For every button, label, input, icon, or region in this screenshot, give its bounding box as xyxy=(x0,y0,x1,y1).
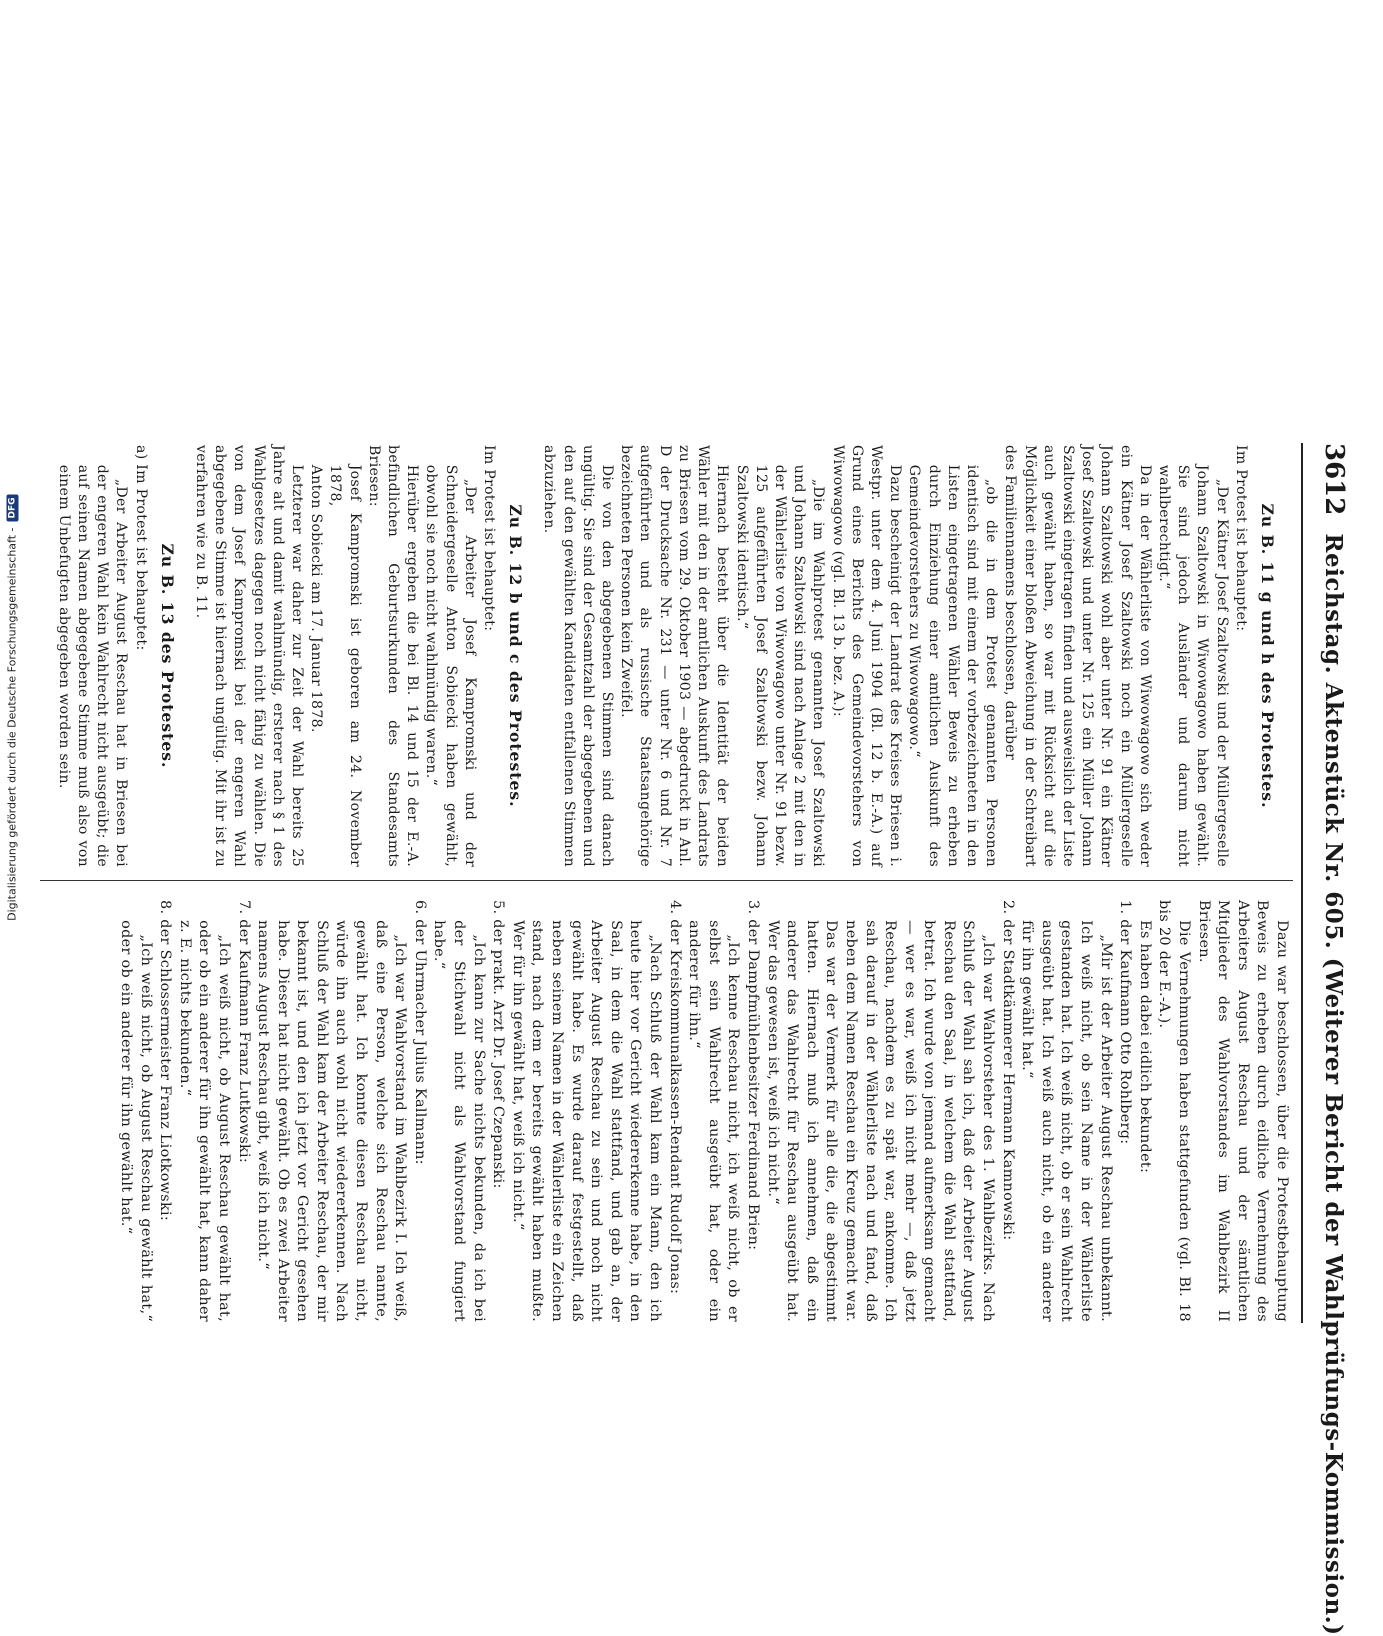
footer-text: Digitalisierung gefördert durch die Deutsche Forschungsgemeinschaft - xyxy=(5,527,19,921)
quoted-statement: „Der Kätner Josef Szaltowski und der Müllergeselle Johann Szaltowski in Wiwowagowo haben gewählt. Sie sind jedoch Ausländer und darum nicht wahlberechtigt.“ xyxy=(1155,464,1230,867)
record-line: Josef Kampromski ist geboren am 24. November 1878, xyxy=(327,464,363,867)
witness-item: 2. der Stadtkämmerer Hermann Kamnowski: xyxy=(999,900,1016,1241)
quoted-statement: „Ich war Wahlvorsteher des 1. Wahlbezirks. Nach Schluß der Wahl sah ich, daß der Arbeiter August Reschau den Saal, in welchem die Wahl stattfand, betrat. Ich wurde von jemand aufmerksam gemacht — wer es war, weiß ich nicht mehr —, daß jetzt Reschau, nachdem es zu spät war, ankomme. Ich sah darauf in der Wählerliste nach und fand, daß neben dem Namen Reschau ein Kreuz gemacht war. Das war der Vermerk für alle die, die abgestimmt hatten. Hiernach muß ich annehmen, daß ein anderer das Wahlrecht für Reschau ausgeübt hat. Wer das gewesen ist, weiß ich nicht.“ xyxy=(764,920,997,1322)
paragraph: Im Protest ist behauptet: xyxy=(1232,445,1249,632)
quoted-statement: „Nach Schluß der Wahl kam ein Mann, den ich heute hier vor Gericht wiedererkenne habe, in den Saal, in dem die Wahl stattfand, und gab an, der Arbeiter August Reschau zu sein und noch nicht gewählt habe. Es wurde darauf festgestellt, daß neben seinem Namen in der Wählerliste ein Zeichen stand, nach dem er bereits gewählt haben mußte. Wer für ihn gewählt hat, weiß ich nicht.“ xyxy=(509,920,663,1322)
witness-item: 5. der prakt. Arzt Dr. Josef Czepanski: xyxy=(490,900,507,1189)
witness-item: 4. der Kreiskommunalkassen-Rendant Rudolf Jonas: xyxy=(666,900,683,1295)
quoted-statement: „Ich kann zur Sache nichts bekunden, da ich bei der Stichwahl nicht als Wahlvorstand fungiert habe.“ xyxy=(431,920,487,1322)
quoted-statement: „Der Arbeiter August Reschau hat in Briesen bei der engeren Wahl kein Wahlrecht nicht ausgeübt; die auf seinen Namen abgegebene Stimme muß also von einem Unbefugten abgegeben worden sein. xyxy=(55,464,130,867)
column-divider xyxy=(40,880,1293,881)
right-column xyxy=(115,900,1291,1322)
paragraph: Die Vernehmungen haben stattgefunden (vgl. Bl. 18 bis 20 der E.-A.). xyxy=(1156,900,1193,1322)
paragraph: Da in der Wählerliste von Wiwowagowo sich weder ein Kätner Josef Szaltowski noch ein Müllergeselle Johann Szaltowski wohl aber unter Nr. 91 ein Kätner Josef Szaltowski und unter Nr. 125 ein Müller Johann Szaltowski eingetragen finden und ausweislich der Liste auch gewählt haben, so war mit Rücksicht auf die Möglichkeit einer bloßen Abweichung in der Schreibart des Familiennamens beschlossen, darüber xyxy=(1002,445,1153,867)
quoted-statement: „ob die in dem Protest genannten Personen identisch sind mit einem der vorbezeichneten in den Listen eingetragenen Wähler Beweis zu erheben durch Einziehung einer amtlichen Auskunft des Gemeindevorstehers zu Wiwowagowo.“ xyxy=(906,464,1000,867)
running-title: Reichstag. Aktenstück Nr. 605. (Weiterer Bericht der Wahlprüfungs-Kommission.) xyxy=(1320,533,1347,1636)
witness-item: 7. der Kaufmann Franz Lutkowski: xyxy=(235,900,252,1164)
witness-item: a) Im Protest ist behauptet: xyxy=(132,445,149,651)
paragraph: Letzterer war daher zur Zeit der Wahl bereits 25 Jahre alt und damit wahlmündig, ersterer nach § 1 des Wahlgesetzes dagegen noch nicht fähig zu wählen. Die von dem Josef Kampromski bei der engeren Wahl abgegebene Stimme ist hiernach ungültig. Mit ihr ist zu verfahren wie zu B. 11. xyxy=(193,445,306,867)
paragraph: Dazu bescheinigt der Landrat des Kreises Briesen i. Westpr. unter dem 4. Juni 1904 (Bl. 12 b. E.-A.) auf Grund eines Berichts des Gemeindevorstehers von Wiwowagowo (vgl. Bl. 13 b. bez. A.): xyxy=(829,445,904,867)
page-header xyxy=(1309,443,1349,1636)
digitization-footer xyxy=(0,0,24,1000)
section-heading: Zu B. 13 des Protestes. xyxy=(157,543,177,769)
document-page xyxy=(0,383,1383,1636)
quoted-statement: „Ich weiß nicht, ob August Reschau gewählt hat,“ oder ob ein anderer für ihn gewählt hat.“ xyxy=(117,920,154,1322)
section-heading: Zu B. 12 b und c des Protestes. xyxy=(506,504,526,808)
quoted-statement: „Mir ist der Arbeiter August Reschau unbekannt. Ich weiß nicht, ob sein Name in der Wählerliste gestanden hat. Ich weiß nicht, ob er sein Wahlrecht ausgeübt hat. Ich weiß auch nicht, ob ein anderer für ihn gewählt hat.“ xyxy=(1019,920,1114,1322)
paragraph: Hiernach besteht über die Identität der beiden Wähler mit den in der amtlichen Auskunft des Landrats zu Briesen vom 29. Oktober 1903 — abgedruckt in Anl. D der Drucksache Nr. 231 — unter Nr. 6 und Nr. 7 aufgeführten und als russische Staatsangehörige bezeichneten Personen kein Zweifel. xyxy=(618,445,731,867)
quoted-statement: „Die im Wahlprotest genannten Josef Szaltowski und Johann Szaltowski sind nach Anlage 2 mit den in der Wählerliste von Wiwowagowo unter Nr. 91 bezw. 125 aufgeführten Josef Szaltowski bezw. Johann Szaltowski identisch.“ xyxy=(733,464,827,867)
witness-item: 6. der Uhrmacher Julius Kallmann: xyxy=(411,900,428,1165)
paragraph: Hierüber ergeben die bei Bl. 14 und 15 der E.-A. befindlichen Geburtsurkunden des Standesamts Briesen: xyxy=(365,445,421,867)
witness-item: 3. der Dampfmühlenbesitzer Ferdinand Brien: xyxy=(744,900,761,1251)
paragraph: Im Protest ist behauptet: xyxy=(481,445,498,632)
header-rule xyxy=(1301,443,1303,1323)
paragraph: Dazu war beschlossen, über die Protestbehauptung Beweis zu erheben durch eidliche Vernehmung des Arbeiters August Reschau und der sämtlichen Mitglieder des Wahlvorstandes im Wahlbezirk II Briesen. xyxy=(1195,900,1290,1322)
dfg-logo: DFG xyxy=(6,495,18,522)
witness-item: 1. der Kaufmann Otto Rohlberg: xyxy=(1117,900,1134,1145)
left-column xyxy=(54,445,1291,867)
page-number: 3612 xyxy=(1319,443,1349,516)
paragraph: Es haben dabei eidlich bekundet: xyxy=(1136,920,1153,1174)
quoted-statement: „Der Arbeiter Josef Kampromski und der Schneidergeselle Anton Sobiecki haben gewählt, obwohl sie noch nicht wahlmündig waren.“ xyxy=(423,464,478,867)
witness-item: 8. der Schlossermeister Franz Liotkowski: xyxy=(157,900,174,1222)
section-heading: Zu B. 11 g und h des Protestes. xyxy=(1258,503,1277,809)
quoted-statement: „Ich kenne Reschau nicht, ich weiß nicht, ob er selbst sein Wahlrecht ausgeübt hat, oder ein anderer für ihn.“ xyxy=(686,920,742,1322)
quoted-statement: „Ich weiß nicht, ob August Reschau gewählt hat, oder ob ein anderer für ihn gewählt hat, kann daher z. E. nichts bekunden.“ xyxy=(176,920,232,1322)
quoted-statement: „Ich war Wahlvorstand im Wahlbezirk I. Ich weiß, daß eine Person, welche sich Reschau nannte, gewählt hat. Ich konnte diesen Reschau nicht, würde ihn auch wohl nicht wiedererkennen. Nach Schluß der Wahl kam der Arbeiter Reschau, der mir bekannt ist, und den ich jetzt vor Gericht gesehen habe. Dieser hat nicht gewählt. Ob es zwei Arbeiter namens August Reschau gibt, weiß ich nicht.“ xyxy=(255,920,409,1322)
paragraph: Die von den abgegebenen Stimmen sind danach ungültig. Sie sind der Gesamtzahl der abgegebenen und den auf den gewählten Kandidaten entfallenen Stimmen abzuziehen. xyxy=(541,445,616,867)
record-line: Anton Sobiecki am 17. Januar 1878. xyxy=(308,464,325,733)
